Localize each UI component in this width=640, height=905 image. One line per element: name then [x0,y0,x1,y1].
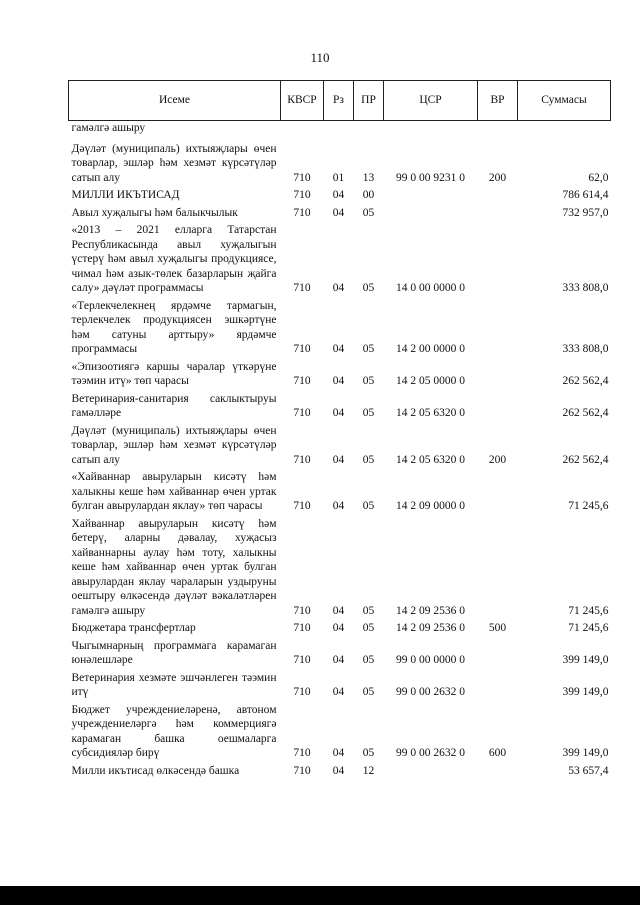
cell-csr: 99 0 00 9231 0 [396,171,465,184]
cell-pr: 05 [362,500,375,512]
cell-sum [518,121,611,139]
cell-kvsr: 710 [293,407,311,419]
cell-rz: 04 [332,282,345,294]
cell-sum: 71 245,6 [568,604,609,617]
cell-kvsr: 710 [293,282,311,294]
table-row [69,185,611,203]
cell-pr: 12 [362,764,375,777]
cell-csr: 99 0 00 2632 0 [396,686,465,698]
cell-vr [478,220,518,296]
table-row [69,618,611,636]
cell-vr [478,203,518,221]
cell-pr: 13 [362,171,375,184]
cell-csr: 14 0 00 0000 0 [396,282,465,294]
cell-csr: 99 0 00 2632 0 [396,747,465,759]
cell-rz: 04 [332,747,345,759]
table-body [69,121,611,779]
table-row [69,421,611,468]
cell-name: «2013 – 2021 елларга Татарстан Республикасында авыл хуҗалыгын үстерү һәм авыл хуҗалыгы продукциясе, чимал һәм азык-төлек базарларын җайга салу» дәүләт программасы [71,224,277,294]
cell-vr [478,467,518,514]
cell-vr: 500 [488,622,507,634]
cell-rz: 04 [332,189,345,201]
cell-kvsr: 710 [293,206,311,219]
cell-name: Хайваннар авыруларын кисәтү һәм бетерү, аларны дәвалау, хуҗасыз хайваннарны аулау һәм тоту, халыкны кеше һәм хайваннар өчен уртак булган авырулардан яклау чараларын уздыруны оештыру өлкәсендә дәүләт вәкаләтләрен гамәлгә ашыру [71,517,277,617]
cell-csr: 14 2 09 2536 0 [396,622,465,634]
cell-sum: 399 149,0 [562,654,609,666]
cell-kvsr: 710 [293,622,311,634]
cell-pr: 05 [362,747,375,759]
cell-sum: 53 657,4 [568,764,609,777]
cell-kvsr: 710 [293,654,311,666]
cell-pr: 00 [362,189,375,201]
cell-vr [478,668,518,700]
cell-pr [354,121,384,139]
cell-kvsr: 710 [293,189,311,201]
header-name: Исеме [69,81,281,121]
cell-kvsr: 710 [293,375,311,387]
table-row [69,700,611,761]
cell-rz: 04 [332,407,345,419]
cell-name: Ветеринария-санитария саклыктыруы гамәлләре [71,392,277,419]
cell-kvsr: 710 [293,343,311,355]
cell-kvsr: 710 [293,604,311,617]
table-row [69,389,611,421]
cell-vr [478,636,518,668]
cell-rz: 04 [332,622,345,634]
cell-csr: 14 2 05 6320 0 [396,453,465,466]
cell-name: Дәүләт (муниципаль) ихтыяҗлары өчен товарлар, эшләр һәм хезмәт күрсәтүләр сатып алу [71,142,277,184]
cell-csr: 14 2 00 0000 0 [396,343,465,355]
table-row [69,761,611,779]
cell-csr: 99 0 00 0000 0 [396,654,465,666]
cell-pr: 05 [362,343,375,355]
cell-kvsr: 710 [293,764,311,777]
cell-rz: 04 [332,453,345,466]
cell-name: «Эпизоотиягә каршы чаралар үткәрүне тәэмин итү» төп чарасы [71,360,277,387]
table-row [69,636,611,668]
cell-pr: 05 [362,604,375,617]
cell-name: Ветеринария хезмәте эшчәнлеген тәэмин итү [71,671,277,698]
cell-kvsr: 710 [293,453,311,466]
table-row [69,668,611,700]
cell-csr: 14 2 05 0000 0 [396,375,465,387]
cell-pr: 05 [362,686,375,698]
cell-name: Милли икътисад өлкәсендә башка [71,764,240,777]
cell-name: гамәлгә ашыру [71,122,146,134]
cell-name: «Терлекчелекнең ярдәмче тармагын, терлекчелек продукциясен эшкәртүне һәм сатуны арттыру» ярдәмче программасы [71,299,277,355]
cell-kvsr: 710 [293,500,311,512]
cell-rz: 04 [332,343,345,355]
table-header-row [69,81,611,121]
table-row [69,296,611,357]
table-row [69,220,611,296]
cell-pr: 05 [362,453,375,466]
cell-name: Бюджет учреждениеләренә, автоном учреждениеләргә һәм коммерциягә карамаган башка оешмаларга субсидияләр бирү [71,703,277,759]
cell-rz: 04 [332,764,345,777]
cell-pr: 05 [362,622,375,634]
cell-sum: 62,0 [588,171,609,184]
cell-name: Чыгымнарның программага карамаган юнәлешләре [71,639,277,666]
table-row [69,357,611,389]
cell-vr [478,514,518,619]
cell-sum: 333 808,0 [562,282,609,294]
header-vr: ВР [478,81,518,121]
page-number: 110 [310,50,330,65]
header-csr: ЦСР [384,81,478,121]
cell-vr [478,761,518,779]
table-row [69,121,611,139]
cell-sum: 333 808,0 [562,343,609,355]
cell-rz [324,121,354,139]
cell-sum: 732 957,0 [562,206,609,219]
cell-vr [478,357,518,389]
cell-sum: 786 614,4 [562,189,609,201]
cell-name: Авыл хуҗалыгы һәм балыкчылык [71,206,238,219]
cell-csr [384,203,478,221]
table-row [69,514,611,619]
cell-vr [478,389,518,421]
cell-rz: 04 [332,500,345,512]
table-row [69,139,611,186]
cell-csr: 14 2 09 0000 0 [396,500,465,512]
cell-csr: 14 2 09 2536 0 [396,604,465,617]
cell-csr [384,121,478,139]
cell-sum: 399 149,0 [562,747,609,759]
cell-rz: 04 [332,375,345,387]
cell-csr [384,185,478,203]
cell-rz: 04 [332,654,345,666]
cell-pr: 05 [362,654,375,666]
cell-sum: 262 562,4 [562,407,609,419]
table-row [69,203,611,221]
cell-csr: 14 2 05 6320 0 [396,407,465,419]
cell-name: МИЛЛИ ИКЪТИСАД [71,189,180,201]
cell-sum: 71 245,6 [568,500,609,512]
table-row [69,467,611,514]
cell-sum: 71 245,6 [568,622,609,634]
cell-rz: 01 [332,171,345,184]
header-pr: ПР [354,81,384,121]
cell-vr [478,185,518,203]
cell-vr: 200 [488,171,507,184]
header-kvsr: КВСР [281,81,324,121]
cell-pr: 05 [362,407,375,419]
cell-kvsr: 710 [293,747,311,759]
header-rz: Рз [324,81,354,121]
cell-vr [478,121,518,139]
cell-pr: 05 [362,206,375,219]
cell-kvsr [281,121,324,139]
cell-rz: 04 [332,206,345,219]
cell-vr: 600 [488,747,507,759]
cell-kvsr: 710 [293,171,311,184]
scan-bottom-edge [0,886,640,905]
cell-name: «Хайваннар авыруларын кисәтү һәм халыкны кеше һәм хайваннар өчен уртак булган авырулардан яклау» төп чарасы [71,471,277,512]
cell-name: Бюджетара трансфертлар [71,622,196,634]
cell-pr: 05 [362,282,375,294]
cell-vr [478,296,518,357]
cell-sum: 262 562,4 [562,453,609,466]
cell-rz: 04 [332,604,345,617]
cell-kvsr: 710 [293,686,311,698]
cell-sum: 399 149,0 [562,686,609,698]
cell-rz: 04 [332,686,345,698]
cell-vr: 200 [488,453,507,466]
cell-pr: 05 [362,375,375,387]
cell-sum: 262 562,4 [562,375,609,387]
cell-csr [384,761,478,779]
budget-table [68,80,611,778]
header-sum: Суммасы [518,81,611,121]
cell-name: Дәүләт (муниципаль) ихтыяҗлары өчен товарлар, эшләр һәм хезмәт күрсәтүләр сатып алу [71,424,277,466]
